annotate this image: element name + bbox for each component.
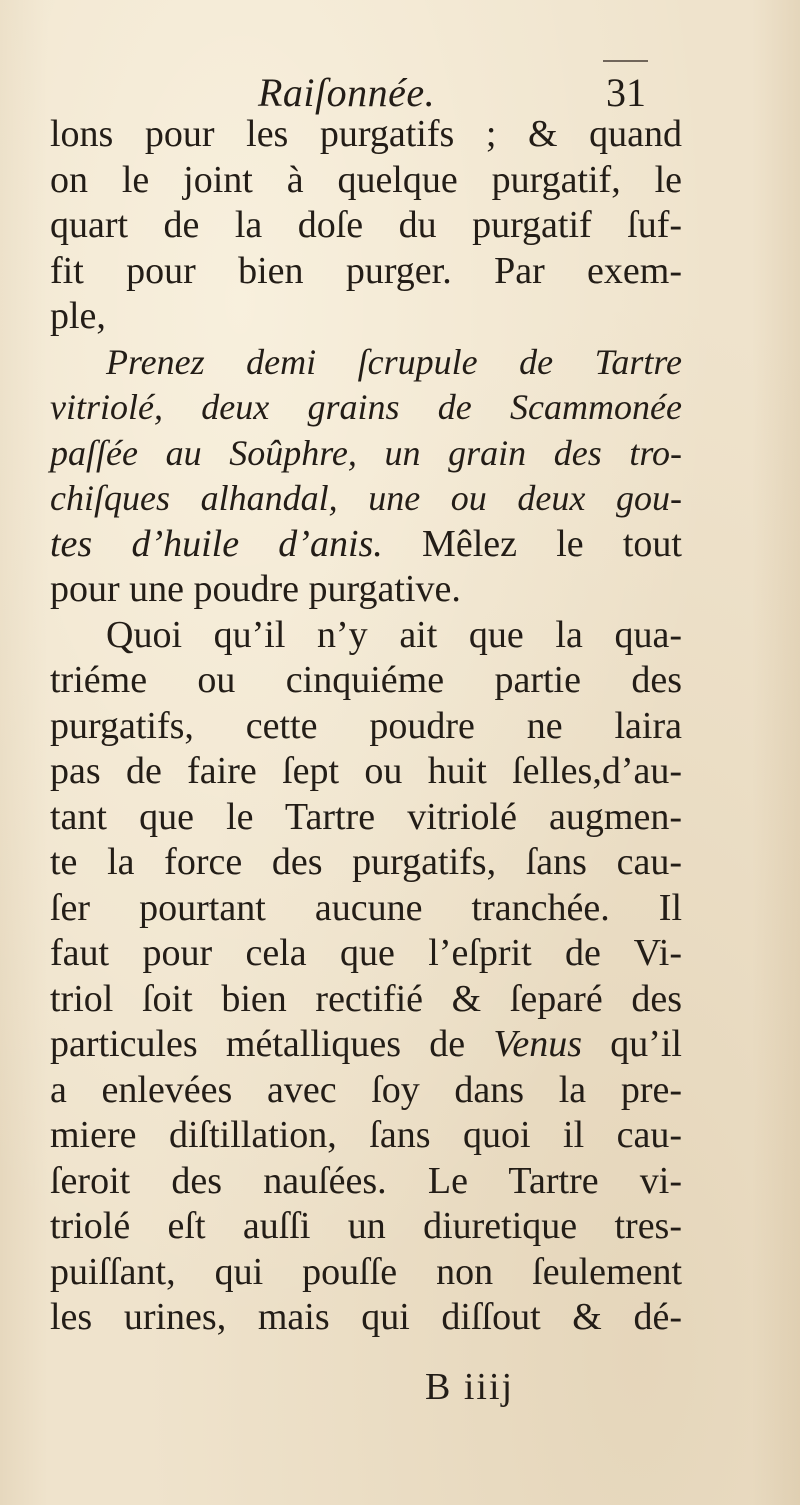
text-line	[50, 522, 682, 568]
page-number: 31	[606, 70, 646, 115]
text-line: triéme ou cinquiéme partie des	[50, 659, 682, 701]
recipe-line: Prenez demi ſcrupule de Tartre	[106, 341, 682, 382]
recipe-line-end: tes d’huile d’anis.	[50, 522, 383, 565]
header-rule	[603, 60, 648, 62]
text-line-part: qu’il	[610, 1023, 682, 1065]
text-line: puiſſant, qui pouſſe non ſeulement	[50, 1250, 682, 1293]
text-line: tant que le Tartre vitriolé augmen-	[50, 795, 682, 838]
body-text	[50, 112, 682, 1341]
signature-mark: B iiij	[425, 1366, 515, 1408]
recipe-line: vitriolé, deux grains de Scammonée	[50, 387, 682, 427]
text-line: faut pour cela que l’eſprit de Vi-	[50, 932, 682, 974]
text-line-part: Mêlez le tout	[422, 522, 682, 565]
text-line	[50, 1022, 682, 1068]
text-line: ſeroit des nauſées. Le Tartre vi-	[50, 1159, 682, 1202]
italic-word: Venus	[493, 1023, 583, 1065]
paragraph-start-line: Quoi qu’il n’y ait que la qua-	[106, 613, 682, 656]
running-title: Raiſonnée.	[258, 70, 436, 115]
text-line: triolé eſt auſſi un diuretique tres-	[50, 1205, 682, 1247]
text-line: pour une poudre purgative.	[50, 568, 461, 610]
text-line: lons pour les purgatifs ; & quand	[50, 113, 682, 155]
running-head	[0, 68, 800, 118]
text-line: on le joint à quelque purgatif, le	[50, 158, 682, 201]
text-line: fit pour bien purger. Par exem-	[50, 249, 682, 292]
text-line: te la force des purgatifs, ſans cau-	[50, 841, 682, 883]
text-line: purgatifs, cette poudre ne laira	[50, 704, 682, 747]
recipe-line: chiſques alhandal, une ou deux gou-	[50, 478, 682, 518]
text-line: triol ſoit bien rectifié & ſeparé des	[50, 977, 682, 1020]
text-line: ple,	[50, 295, 106, 337]
recipe-line: paſſée au Soûphre, un grain des tro-	[50, 432, 682, 473]
text-line: quart de la doſe du purgatif ſuf-	[50, 204, 682, 246]
text-line: a enlevées avec ſoy dans la pre-	[50, 1068, 682, 1111]
text-line: miere diſtillation, ſans quoi il cau-	[50, 1114, 682, 1156]
text-line: pas de faire ſept ou huit ſelles,d’au-	[50, 750, 682, 792]
text-line-part: particules métalliques de	[50, 1023, 466, 1065]
text-line: ſer pourtant aucune tranchée. Il	[50, 886, 682, 929]
text-line: les urines, mais qui diſſout & dé-	[50, 1296, 682, 1338]
